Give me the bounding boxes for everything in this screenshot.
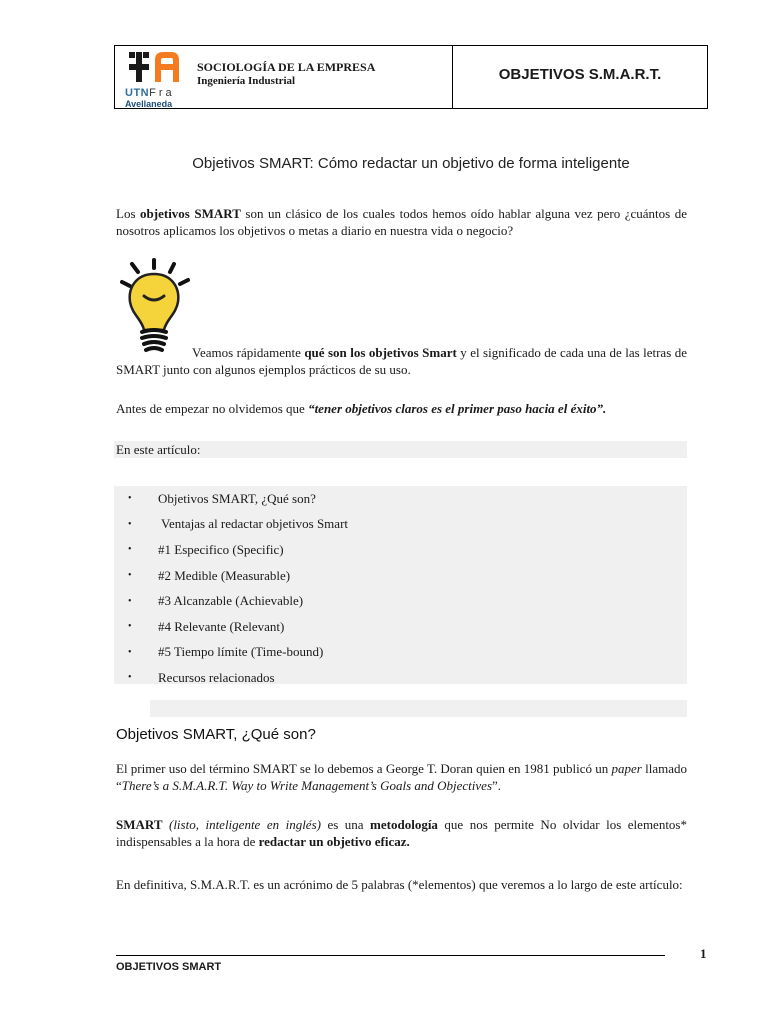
header-left-cell (115, 46, 453, 108)
definition-bold-2: metodología (370, 817, 438, 832)
toc-item-label: Recursos relacionados (158, 669, 275, 685)
intro-pre: Los (116, 206, 141, 221)
footer-text: OBJETIVOS SMART (116, 961, 222, 973)
toc-item-label: Objetivos SMART, ¿Qué son? (158, 490, 316, 506)
intro-bold: objetivos SMART (140, 206, 241, 221)
subject-name: SOCIOLOGÍA DE LA EMPRESA (197, 60, 376, 74)
footer-divider (116, 955, 665, 956)
logo-utn-text: UTN (125, 87, 150, 99)
history-paper: paper (611, 761, 642, 776)
definition-italic: (listo, inteligente en inglés) (162, 817, 321, 832)
toc-item-label: #4 Relevante (Relevant) (158, 618, 285, 634)
toc-bullet: • (128, 544, 132, 556)
history-pre: El primer uso del término SMART se lo debemos a George T. Doran quien en 1981 publicó un (116, 761, 612, 776)
toc-item[interactable] (114, 665, 687, 691)
page-number: 1 (700, 946, 707, 961)
section-heading: Objetivos SMART, ¿Qué son? (116, 726, 316, 743)
history-paper-title: There’s a S.M.A.R.T. Way to Write Management’s Goals and Objectives (121, 778, 493, 793)
career-name: Ingeniería Industrial (197, 75, 296, 87)
acronym-paragraph: En definitiva, S.M.A.R.T. es un acrónimo de 5 palabras (*elementos) que veremos a lo largo de este artículo: (116, 877, 683, 892)
definition-bold-1: SMART (116, 817, 163, 832)
quote-bold: “tener objetivos claros es el primer paso hacia el éxito”. (308, 401, 607, 416)
lightbulb-icon (112, 258, 194, 358)
logo-fra-text: Fra (149, 87, 175, 99)
header-doc-title: OBJETIVOS S.M.A.R.T. (498, 65, 662, 83)
toc-box (114, 486, 687, 684)
toc-bullet: • (128, 493, 132, 505)
toc-item-label: #3 Alcanzable (Achievable) (158, 593, 304, 609)
definition-text-1: es una (320, 817, 371, 832)
toc-bullet: • (128, 646, 132, 658)
header-subject (197, 48, 375, 88)
utn-logo-icon (125, 48, 187, 84)
quote-pre: Antes de empezar no olvidemos que (116, 401, 309, 416)
toc-bullet: • (128, 595, 132, 607)
toc-bullet: • (128, 570, 132, 582)
explain-pre: Veamos rápidamente (192, 345, 305, 360)
history-post: ”. (492, 778, 502, 793)
intro-paragraph (116, 205, 687, 239)
explain-bold: qué son los objetivos Smart (304, 345, 457, 360)
utn-logo (125, 48, 187, 108)
explain-post: y el significado de cada una de las letras de SMART junto con algunos ejemplos prácticos de su uso. (116, 345, 687, 377)
definition-text-2: que nos permite No olvidar los elementos* indispensables a la hora de (116, 817, 687, 849)
toc-item[interactable] (114, 512, 687, 538)
intro-post: son un clásico de los cuales todos hemos oído hablar alguna vez pero ¿cuántos de nosotros aplicamos los objetivos o metas a diario en nuestra vida o negocio? (116, 206, 687, 238)
toc-item-label: Ventajas al redactar objetivos Smart (158, 516, 349, 532)
toc-bullet: • (128, 518, 132, 530)
history-mid: llamado “ (116, 761, 687, 793)
toc-item[interactable] (114, 486, 687, 512)
explain-paragraph (116, 344, 687, 378)
toc-item[interactable] (114, 563, 687, 589)
page-title: Objetivos SMART: Cómo redactar un objetivo de forma inteligente (192, 155, 630, 172)
toc-item[interactable] (114, 588, 687, 614)
toc-item-label: #5 Tiempo límite (Time-bound) (158, 644, 324, 660)
history-paragraph (116, 760, 687, 794)
logo-text (125, 83, 187, 109)
document-header (114, 45, 708, 109)
toc-item[interactable] (114, 537, 687, 563)
toc-item-label: #2 Medible (Measurable) (158, 567, 291, 583)
toc-box-tail (150, 700, 687, 717)
toc-bullet: • (128, 672, 132, 684)
toc-item-label: #1 Especifico (Specific) (158, 541, 284, 557)
toc-heading: En este artículo: (114, 441, 687, 458)
quote-paragraph (116, 400, 687, 417)
definition-paragraph (116, 816, 687, 850)
toc-bullet: • (128, 621, 132, 633)
logo-city-text: Avellaneda (125, 99, 173, 109)
header-right-cell (453, 46, 707, 108)
definition-bold-3: redactar un objetivo eficaz. (258, 834, 410, 849)
toc-item[interactable] (114, 614, 687, 640)
toc-list (114, 486, 687, 691)
toc-item[interactable] (114, 640, 687, 666)
